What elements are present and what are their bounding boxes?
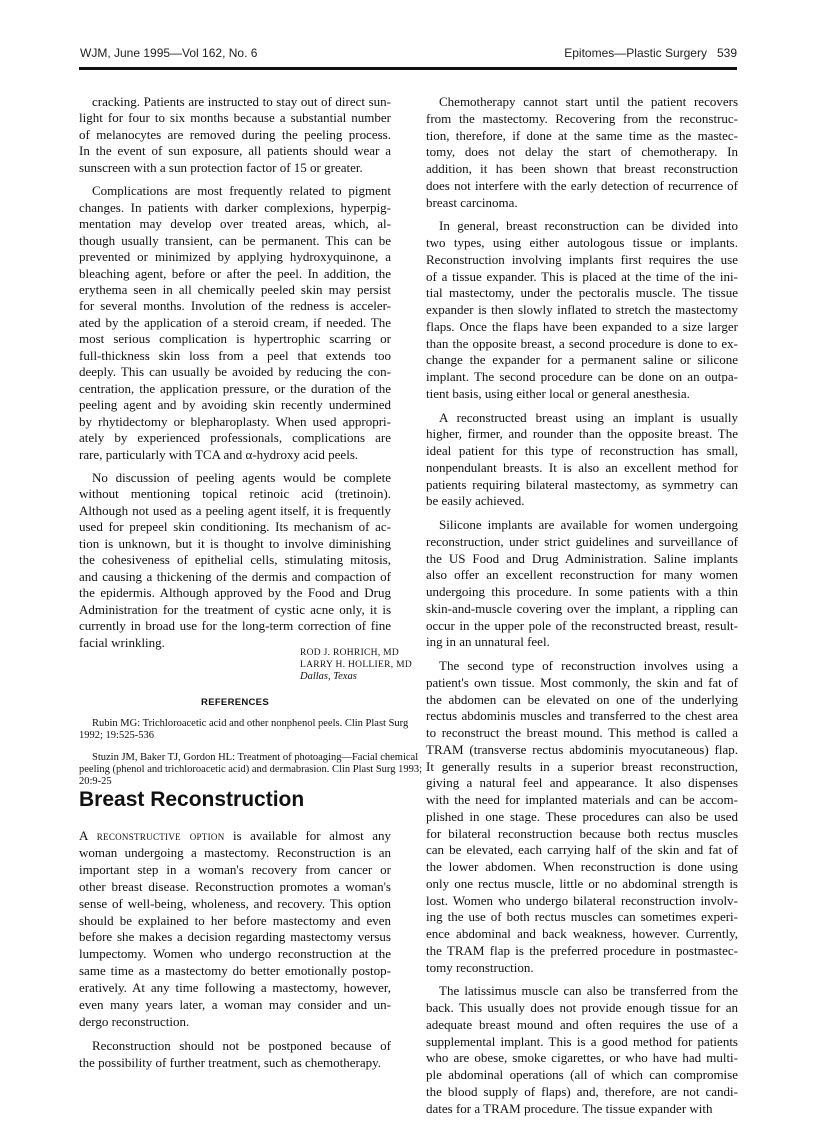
text-line: ple abdominal operations (all of which can compromise bbox=[426, 1067, 738, 1082]
text-line: The latissimus muscle can also be transferred from the bbox=[439, 983, 738, 999]
text-line: also offer an excellent reconstruction for many women bbox=[426, 567, 738, 583]
text-line: to reconstruct the breast mound. This method is called a bbox=[426, 725, 738, 740]
text-line: Reconstruction involving implants first requires the use bbox=[426, 251, 738, 267]
lead-in-rest: is available for almost any bbox=[224, 828, 391, 843]
text-line: the blood supply of flaps) and, therefore, are not candi- bbox=[426, 1083, 738, 1099]
text-line: higher, firmer, and rounder than the opposite breast. The bbox=[426, 426, 738, 442]
text-line: tient basis, using either local or general anesthesia. bbox=[426, 385, 690, 401]
paragraph bbox=[426, 658, 738, 976]
text-line: flaps. Once the flaps have been expanded to a size larger bbox=[426, 318, 738, 334]
text-line: should be explained to her before mastectomy and even bbox=[79, 912, 391, 928]
text-line: ence abdominal and back weakness, however. Currently, bbox=[426, 926, 738, 941]
text-line: Rubin MG: Trichloroacetic acid and other nonphenol peels. Clin Plast Surg bbox=[92, 718, 409, 729]
text-line: giving a natural feel and appearance. It also dispenses bbox=[426, 775, 738, 791]
text-line: the epidermis. Although approved by the Food and Drug bbox=[79, 585, 391, 601]
text-line: bleaching agent, before or after the peel. In addition, the bbox=[79, 265, 391, 281]
text-line: ing in an unnatural feel. bbox=[426, 634, 550, 650]
text-line: tion is unknown, but it is thought to involve diminishing bbox=[79, 535, 391, 551]
paragraph bbox=[79, 94, 391, 176]
text-line: ing the use of both rectus muscles can sometimes experi- bbox=[426, 909, 738, 925]
text-line: tomy reconstruction. bbox=[426, 959, 534, 975]
text-line: the possibility of further treatment, such as chemotherapy. bbox=[79, 1054, 382, 1070]
reference-item bbox=[79, 718, 409, 742]
paragraph bbox=[426, 517, 738, 651]
text-line: rectus abdominis muscles and transferred to the chest area bbox=[426, 708, 738, 724]
header-rule bbox=[79, 67, 737, 70]
text-line: facial wrinkling. bbox=[79, 634, 165, 650]
running-header-journal: WJM, June 1995—Vol 162, No. 6 bbox=[80, 46, 258, 60]
text-line: of a tissue expander. This is placed at the time of the ini- bbox=[426, 268, 738, 284]
running-header-section bbox=[564, 46, 737, 60]
paragraph bbox=[79, 1038, 391, 1072]
text-line: be easily achieved. bbox=[426, 493, 525, 509]
text-line: used for prepeel skin conditioning. Its mechanism of ac- bbox=[79, 519, 391, 535]
text-line: implant. The second procedure can be done on an outpa- bbox=[426, 369, 738, 384]
references-heading: REFERENCES bbox=[201, 697, 269, 708]
text-line: of melanocytes are removed during the peeling process. bbox=[79, 126, 391, 142]
text-line: 20:9-25 bbox=[79, 776, 112, 787]
text-line: dergo reconstruction. bbox=[79, 1013, 190, 1029]
text-line: the cohesiveness of epithelial cells, stimulating mitosis, bbox=[79, 552, 391, 568]
paragraph bbox=[426, 410, 738, 511]
text-line: two types, using either autologous tissue or implants. bbox=[426, 235, 738, 250]
text-line: dates for a TRAM procedure. The tissue expander with bbox=[426, 1100, 713, 1116]
reference-item bbox=[79, 752, 423, 788]
text-line: Although not used as a peeling agent itself, it is frequently bbox=[79, 502, 391, 518]
text-line: only one rectus muscle, little or no abdominal strength is bbox=[426, 875, 738, 891]
text-line: Complications are most frequently related to pigment bbox=[92, 183, 391, 199]
text-line: centration, the application pressure, or the duration of the bbox=[79, 380, 391, 396]
text-line: tomy, does not delay the start of chemotherapy. In bbox=[426, 144, 738, 160]
text-line: the lower abdomen. When reconstruction is done using bbox=[426, 859, 738, 874]
text-line: occur in the upper pole of the reconstructed breast, result- bbox=[426, 617, 738, 633]
text-line: tion, therefore, if done at the same time as the mastec- bbox=[426, 127, 738, 143]
text-line: woman undergoing a mastectomy. Reconstruction is an bbox=[79, 844, 391, 860]
author-location: Dallas, Texas bbox=[300, 671, 357, 682]
text-line: patient's own tissue. Most commonly, the skin and fat of bbox=[426, 674, 738, 690]
text-line: before she makes a decision regarding mastectomy versus bbox=[79, 929, 391, 945]
text-line: It generally results in a superior breast reconstruction, bbox=[426, 758, 738, 774]
text-line: sunscreen with a sun protection factor of 15 or greater. bbox=[79, 159, 363, 175]
text-line: ideal patient for this type of reconstruction has small, bbox=[426, 443, 738, 458]
text-line: change the expander for a permanent saline or silicone bbox=[426, 352, 738, 368]
lead-in-small-caps: A reconstructive option bbox=[79, 828, 225, 843]
text-line: patients requiring bilateral mastectomy, as symmetry can bbox=[426, 476, 738, 492]
text-line: by rhytidectomy or blepharoplasty. When used appropri- bbox=[79, 413, 391, 429]
text-line: the TRAM flap is the preferred procedure in postmastec- bbox=[426, 942, 738, 958]
references-list bbox=[79, 718, 423, 798]
text-line: from the mastectomy. Recovering from the reconstruc- bbox=[426, 110, 738, 126]
text-line: the US Food and Drug Administration. Saline implants bbox=[426, 550, 738, 566]
text-line: mentation may develop over treated areas, which, al- bbox=[79, 216, 391, 232]
author-name: ROD J. ROHRICH, MD bbox=[300, 648, 400, 658]
text-line: Reconstruction should not be postponed because of bbox=[92, 1037, 391, 1053]
text-line: peeling (phenol and trichloroacetic acid) and dermabrasion. Clin Plast Surg 1993; bbox=[79, 764, 423, 775]
text-line: full-thickness skin loss from a peel that extends too bbox=[79, 347, 391, 363]
text-line: with the need for implanted materials and can be accom- bbox=[426, 792, 738, 807]
text-line: even many years later, a woman may consider and un- bbox=[79, 997, 391, 1013]
text-line: same time as a mastectomy do better emotionally postop- bbox=[79, 963, 391, 979]
text-line: ately by experienced professionals, complications are bbox=[79, 430, 391, 446]
text-line: does not interfere with the early detection of recurrence of bbox=[426, 177, 738, 193]
text-line: adequate breast mound and often requires the use of a bbox=[426, 1016, 738, 1032]
section-heading: Breast Reconstruction bbox=[79, 788, 305, 811]
text-line: eratively. At any time following a mastectomy, however, bbox=[79, 980, 391, 996]
text-line: nonpendulant breasts. It is also an excellent method for bbox=[426, 459, 738, 475]
text-line: skin-and-muscle covering over the implant, a rippling can bbox=[426, 600, 738, 616]
text-line: supplemental implant. This is a good method for patients bbox=[426, 1033, 738, 1049]
page-number: 539 bbox=[716, 46, 737, 60]
text-line: changes. In patients with darker complexions, hyperpig- bbox=[79, 199, 391, 215]
text-line: lumpectomy. Women who undergo reconstruction at the bbox=[79, 946, 391, 962]
paragraph bbox=[426, 983, 738, 1117]
text-line: A reconstructed breast using an implant is usually bbox=[439, 409, 738, 425]
text-line: Administration for the treatment of cystic acne only, it is bbox=[79, 601, 391, 617]
right-column-text bbox=[426, 94, 738, 1124]
text-line bbox=[79, 828, 391, 845]
text-line: who are obese, smoke cigarettes, or who have had multi- bbox=[426, 1050, 738, 1066]
text-line: addition, it has been shown that breast reconstruction bbox=[426, 161, 738, 176]
text-line: the abdomen can be elevated on one of the underlying bbox=[426, 691, 738, 707]
paragraph bbox=[426, 94, 738, 211]
text-line: light for four to six months because a substantial number bbox=[79, 110, 391, 126]
text-line: Silicone implants are available for women undergoing bbox=[439, 517, 738, 532]
text-line: sense of well-being, wholeness, and recovery. This option bbox=[79, 895, 391, 911]
text-line: plished in one stage. These procedures can also be used bbox=[426, 808, 738, 824]
paragraph bbox=[79, 470, 391, 651]
text-line: 1992; 19:525-536 bbox=[79, 730, 154, 741]
text-line: peeling agent and by avoiding skin recently undermined bbox=[79, 397, 391, 413]
text-line: Stuzin JM, Baker TJ, Gordon HL: Treatment of photoaging—Facial chemical bbox=[92, 752, 419, 763]
text-line: most serious complication is hypertrophic scarring or bbox=[79, 331, 391, 347]
author-name: LARRY H. HOLLIER, MD bbox=[300, 660, 412, 670]
text-line: other breast disease. Reconstruction promotes a woman's bbox=[79, 878, 391, 894]
text-line: can be elevated, each carrying half of the skin and fat of bbox=[426, 842, 738, 858]
paragraph bbox=[79, 828, 391, 1031]
text-line: TRAM (transverse rectus abdominis myocutaneous) flap. bbox=[426, 741, 738, 757]
author-signature bbox=[300, 647, 412, 683]
text-line: In general, breast reconstruction can be divided into bbox=[439, 218, 738, 234]
text-line: without mentioning topical retinoic acid (tretinoin). bbox=[79, 486, 391, 502]
text-line: than the opposite breast, a second procedure is done to ex- bbox=[426, 335, 738, 351]
text-line: No discussion of peeling agents would be complete bbox=[92, 469, 391, 485]
text-line: Chemotherapy cannot start until the patient recovers bbox=[439, 94, 738, 109]
paragraph bbox=[426, 218, 738, 402]
text-line: In the event of sun exposure, all patients should wear a bbox=[79, 143, 391, 159]
left-column-text bbox=[79, 94, 391, 658]
text-line: deeply. This can usually be avoided by reducing the con- bbox=[79, 364, 391, 380]
text-line: breast carcinoma. bbox=[426, 194, 518, 210]
text-line: rare, particularly with TCA and α-hydroxy acid peels. bbox=[79, 446, 359, 462]
section-title: Epitomes—Plastic Surgery bbox=[564, 46, 707, 60]
text-line: reconstruction, under strict guidelines and surveillance of bbox=[426, 533, 738, 549]
text-line: tial mastectomy, under the pectoralis muscle. The tissue bbox=[426, 285, 738, 301]
text-line: and causing a thickening of the dermis and compaction of bbox=[79, 568, 391, 584]
text-line: expander is then slowly inflated to stretch the mastectomy bbox=[426, 302, 738, 317]
text-line: back. This usually does not provide enough tissue for an bbox=[426, 1000, 738, 1015]
text-line: prevented or minimized by applying hydroxyquinone, a bbox=[79, 249, 391, 265]
text-line: currently in broad use for the long-term correction of fine bbox=[79, 618, 391, 634]
text-line: ated by the application of a steroid cream, if needed. The bbox=[79, 314, 391, 330]
breast-reconstruction-text bbox=[79, 828, 391, 1079]
text-line: cracking. Patients are instructed to stay out of direct sun- bbox=[92, 94, 391, 109]
text-line: for bilateral reconstruction because both rectus muscles bbox=[426, 825, 738, 841]
text-line: erythema seen in all chemically peeled skin may persist bbox=[79, 281, 391, 297]
text-line: though usually transient, can be permanent. This can be bbox=[79, 232, 391, 248]
text-line: important step in a woman's recovery from cancer or bbox=[79, 861, 391, 877]
text-line: undergoing this procedure. In some patients with a thin bbox=[426, 584, 738, 599]
text-line: for several months. Involution of the redness is acceler- bbox=[79, 298, 391, 314]
paragraph bbox=[79, 183, 391, 463]
text-line: lost. Women who undergo bilateral reconstruction involv- bbox=[426, 892, 738, 908]
text-line: The second type of reconstruction involves using a bbox=[439, 658, 738, 673]
